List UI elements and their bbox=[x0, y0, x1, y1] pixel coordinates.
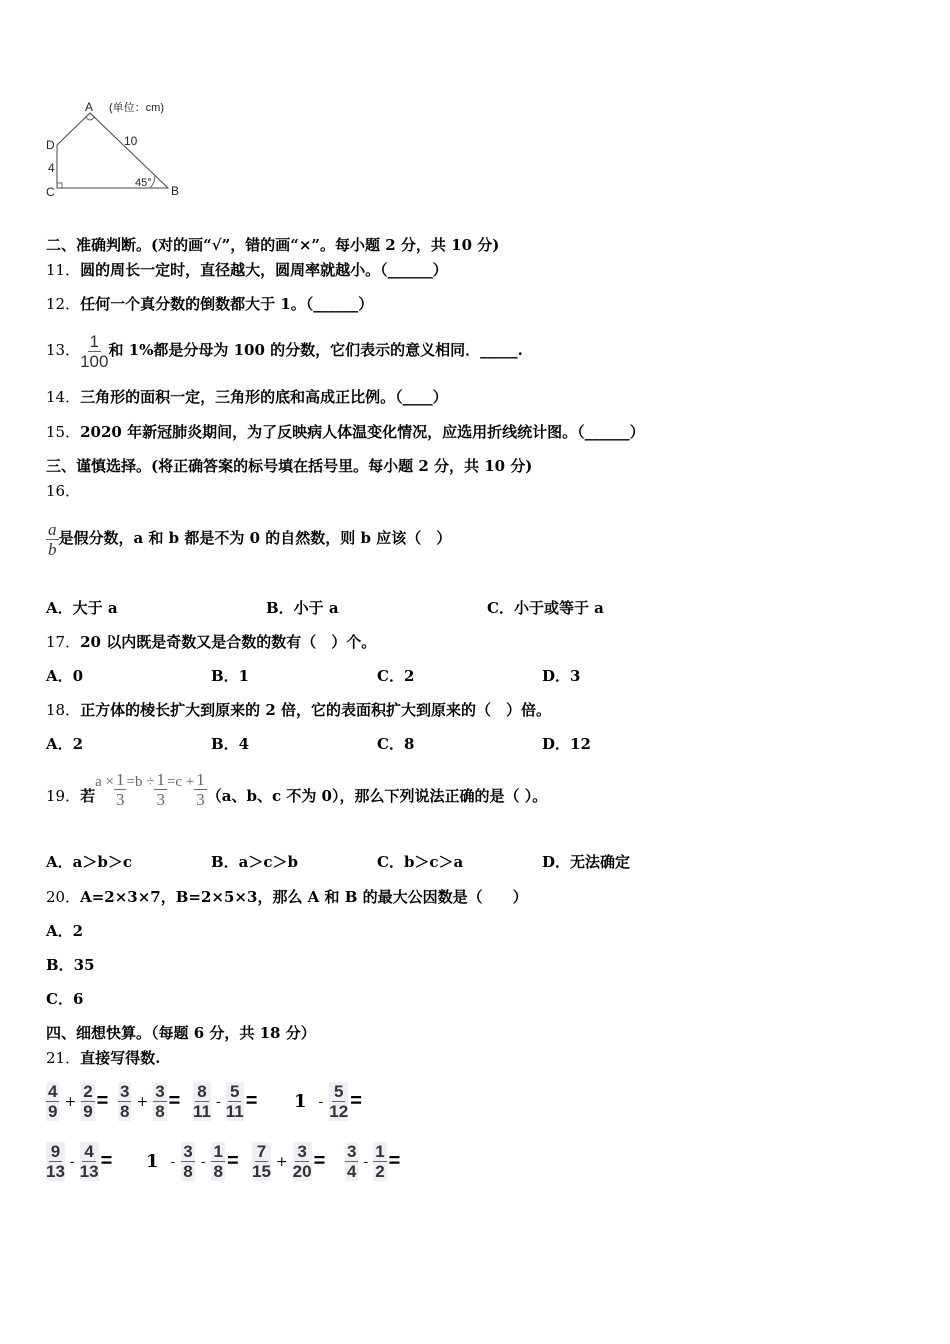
question-14: 14．三角形的面积一定，三角形的底和高成正比例。（____） bbox=[46, 388, 448, 406]
fraction: 9 13 bbox=[46, 1142, 65, 1181]
section-2-title: 二、准确判断。(对的画“√”，错的画“×”。每小题 2 分，共 10 分) bbox=[46, 236, 500, 254]
fraction: 3 4 bbox=[347, 1142, 357, 1181]
option-b[interactable]: B．35 bbox=[46, 956, 95, 974]
label-b: B bbox=[171, 184, 180, 198]
option-c[interactable]: C．小于或等于 a bbox=[487, 599, 604, 617]
question-15: 15．2020 年新冠肺炎期间，为了反映病人体温变化情况，应选用折线统计图。（______） bbox=[46, 423, 645, 441]
fraction: 8 11 bbox=[193, 1082, 211, 1121]
calc-item: 9 13 - $\frac{4}{13}$ = bbox=[46, 1142, 113, 1181]
calc-item: 1 - 3 8 - $\frac{1}{8}$ = bbox=[146, 1142, 239, 1181]
fraction: $\frac{1}{3}$ bbox=[115, 770, 125, 809]
option-a[interactable]: A．2 bbox=[46, 922, 84, 940]
fraction: $\frac{1}{3}$ bbox=[156, 770, 165, 809]
calc-item: 7 15 + $\frac{3}{20}$ = bbox=[252, 1142, 326, 1181]
fraction: $\frac{5}{11}$ bbox=[225, 1082, 244, 1121]
question-19: 19． 若 a × $\frac{1}{3}$ =b ÷ $\frac{1}{3}$ =c + $\frac{1}{3}$ （a、b、c 不为 0），那么下列说法正确的是（ ）。 bbox=[46, 770, 548, 809]
label-c: C bbox=[46, 185, 55, 199]
section-3-title: 三、谨慎选择。(将正确答案的标号填在括号里。每小题 2 分，共 10 分) bbox=[46, 457, 533, 475]
label-d: D bbox=[46, 138, 55, 152]
option-a[interactable]: A．0 bbox=[46, 667, 84, 685]
option-b[interactable]: B．a＞c＞b bbox=[211, 853, 299, 871]
question-18: 18．正方体的棱长扩大到原来的 2 倍，它的表面积扩大到原来的（ ）倍。 bbox=[46, 701, 551, 719]
question-11: 11．圆的周长一定时，直径越大，圆周率就越小。（______） bbox=[46, 261, 448, 279]
label-a: A bbox=[85, 100, 94, 114]
fraction: $\frac{1}{100}$ bbox=[80, 331, 109, 371]
option-b[interactable]: B．4 bbox=[211, 735, 250, 753]
side-cd: 4 bbox=[48, 161, 55, 175]
fraction: $\frac{5}{12}$ bbox=[329, 1082, 349, 1121]
option-a[interactable]: A．a＞b＞c bbox=[46, 853, 132, 871]
fraction: $\frac{3}{8}$ bbox=[155, 1082, 165, 1121]
fraction: 4 9 bbox=[48, 1082, 58, 1121]
fraction: $\frac{1}{8}$ bbox=[213, 1142, 223, 1181]
option-c[interactable]: C．b＞c＞a bbox=[377, 853, 464, 871]
fraction: $\frac{1}{2}$ bbox=[375, 1142, 385, 1181]
option-b[interactable]: B．1 bbox=[211, 667, 250, 685]
question-13: 13． $\frac{1}{100}$ 和 1%都是分母为 100 的分数，它们表示的意义相同．_____. bbox=[46, 331, 523, 371]
fraction: 3 8 bbox=[183, 1142, 193, 1181]
option-c[interactable]: C．8 bbox=[377, 735, 415, 753]
option-c[interactable]: C．6 bbox=[46, 990, 84, 1008]
calc-item: 1 - $\frac{5}{12}$ = bbox=[294, 1082, 362, 1121]
option-a[interactable]: A．大于 a bbox=[46, 599, 118, 617]
option-a[interactable]: A．2 bbox=[46, 735, 84, 753]
calc-item: 4 9 + $\frac{2}{9}$ = bbox=[48, 1082, 109, 1121]
question-16: $\frac{a}{b}$ 是假分数，a 和 b 都是不为 0 的自然数，则 b 应该（ ） bbox=[48, 519, 452, 559]
question-20: 20．A=2×3×7，B=2×5×3，那么 A 和 B 的最大公因数是（ ） bbox=[46, 888, 528, 906]
fraction: $\frac{1}{3}$ bbox=[196, 770, 205, 809]
side-ab: 10 bbox=[124, 134, 138, 148]
fraction: $\frac{4}{13}$ bbox=[79, 1142, 99, 1181]
calc-item: 3 4 - $\frac{1}{2}$ = bbox=[347, 1142, 401, 1181]
unit-label: (单位：cm) bbox=[109, 102, 164, 114]
fraction: 7 15 bbox=[252, 1142, 271, 1181]
option-d[interactable]: D．12 bbox=[542, 735, 591, 753]
question-12: 12．任何一个真分数的倒数都大于 1。（______） bbox=[46, 295, 374, 313]
fraction: 3 8 bbox=[120, 1082, 130, 1121]
option-d[interactable]: D．3 bbox=[542, 667, 581, 685]
question-17: 17．20 以内既是奇数又是合数的数有（ ）个。 bbox=[46, 633, 377, 651]
question-16-number: 16． bbox=[46, 482, 81, 500]
option-d[interactable]: D．无法确定 bbox=[542, 853, 631, 871]
quadrilateral-figure bbox=[40, 95, 200, 205]
option-b[interactable]: B．小于 a bbox=[266, 599, 339, 617]
option-c[interactable]: C．2 bbox=[377, 667, 415, 685]
fraction: $\frac{a}{b}$ bbox=[48, 519, 57, 559]
question-21: 21．直接写得数. bbox=[46, 1049, 161, 1067]
calc-item: 8 11 - $\frac{5}{11}$ = bbox=[193, 1082, 258, 1121]
angle-b: 45° bbox=[135, 177, 152, 189]
calc-item: 3 8 + $\frac{3}{8}$ = bbox=[120, 1082, 181, 1121]
section-4-title: 四、细想快算。（每题 6 分，共 18 分） bbox=[46, 1024, 316, 1042]
fraction: $\frac{3}{20}$ bbox=[292, 1142, 312, 1181]
fraction: $\frac{2}{9}$ bbox=[83, 1082, 93, 1121]
